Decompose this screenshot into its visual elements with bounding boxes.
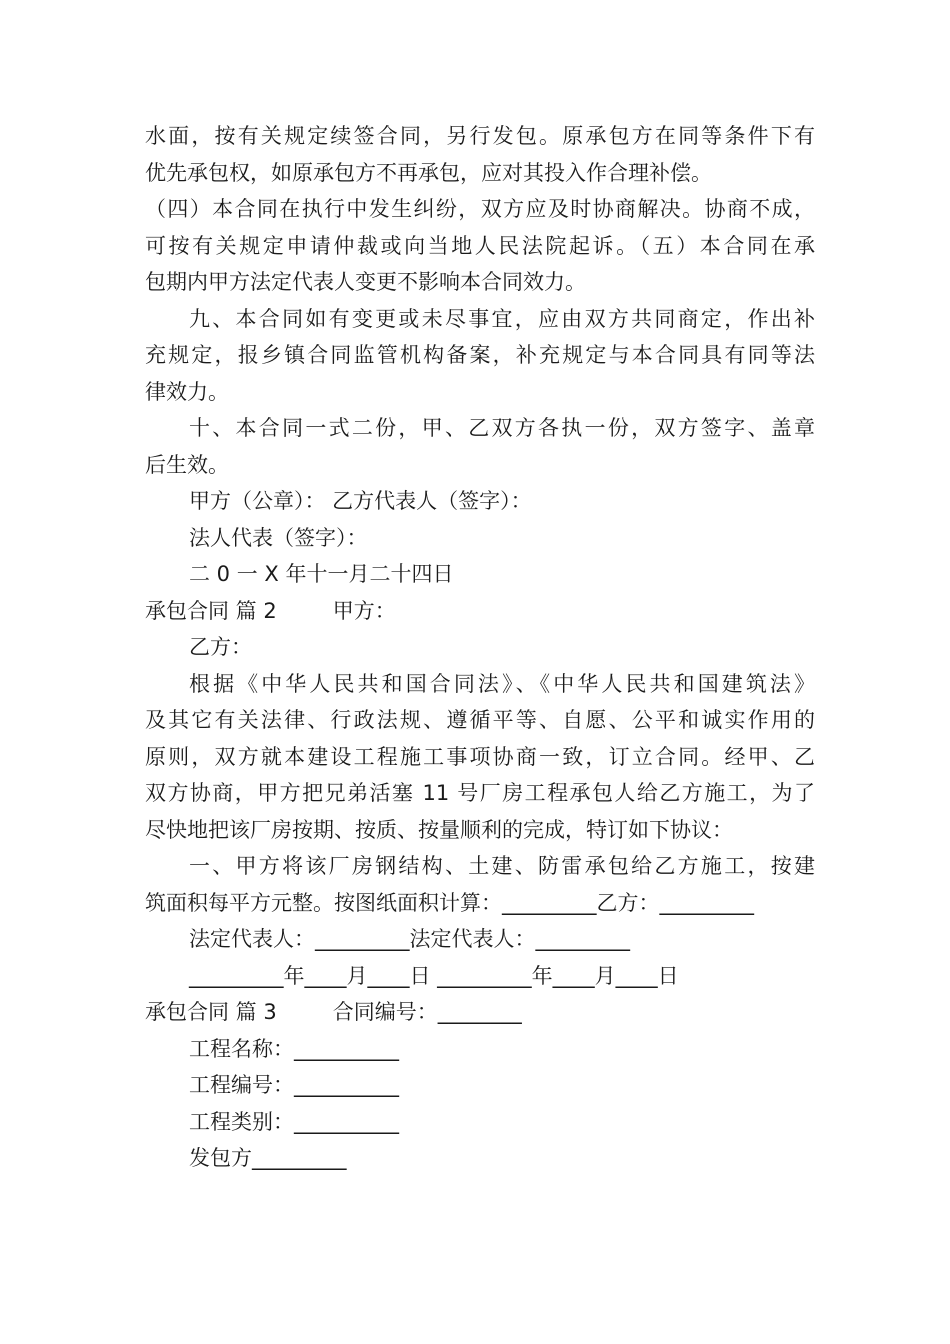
party-a-label: 甲方： xyxy=(332,598,396,623)
text-line: 双方协商，甲方把兄弟活塞 11 号厂房工程承包人给乙方施工，为了 xyxy=(145,781,815,805)
signature-line: 法定代表人：_________法定代表人：_________ xyxy=(189,927,630,951)
project-number-field: 工程编号：__________ xyxy=(189,1073,399,1097)
text-line: 充规定，报乡镇合同监管机构备案，补充规定与本合同具有同等法 xyxy=(145,343,815,367)
document-body xyxy=(145,118,815,1177)
text-line: 法人代表（签字）： xyxy=(189,525,368,550)
text-line: 水面，按有关规定续签合同，另行发包。原承包方在同等条件下有 xyxy=(145,124,815,148)
text-line: 及其它有关法律、行政法规、遵循平等、自愿、公平和诚实作用的 xyxy=(145,708,815,732)
contract-number-field: 合同编号：________ xyxy=(332,1000,522,1024)
text-line: 九、本合同如有变更或未尽事宜，应由双方共同商定，作出补 xyxy=(189,306,815,331)
project-name-field: 工程名称：__________ xyxy=(189,1036,399,1061)
party-b-label: 乙方： xyxy=(189,635,252,659)
text-line: 包期内甲方法定代表人变更不影响本合同效力。 xyxy=(145,270,586,294)
text-line: 一、甲方将该厂房钢结构、土建、防雷承包给乙方施工，按建 xyxy=(189,854,815,878)
section-heading-line xyxy=(145,593,815,630)
section-heading-line xyxy=(145,994,815,1031)
text-line: 筑面积每平方元整。按图纸面积计算：_________乙方：_________ xyxy=(145,890,754,915)
project-type-field: 工程类别：__________ xyxy=(189,1109,399,1134)
section-heading: 承包合同 篇 2 xyxy=(145,598,277,623)
date-line: 二 0 一 X 年十一月二十四日 xyxy=(189,562,454,586)
text-line: （四）本合同在执行中发生纠纷，双方应及时协商解决。协商不成， xyxy=(145,197,815,221)
text-line: 后生效。 xyxy=(145,452,229,477)
text-line: 尽快地把该厂房按期、按质、按量顺利的完成，特订如下协议： xyxy=(145,817,733,842)
text-line: 可按有关规定申请仲裁或向当地人民法院起诉。（五）本合同在承 xyxy=(145,233,815,258)
text-line: 根据《中华人民共和国合同法》、《中华人民共和国建筑法》 xyxy=(189,671,815,696)
text-line: 优先承包权，如原承包方不再承包，应对其投入作合理补偿。 xyxy=(145,160,712,185)
date-blank-line: _________年____月____日 _________年____月____日 xyxy=(189,963,679,988)
text-line: 十、本合同一式二份，甲、乙双方各执一份，双方签字、盖章 xyxy=(189,416,815,440)
text-line: 律效力。 xyxy=(145,379,229,404)
text-line: 原则，双方就本建设工程施工事项协商一致，订立合同。经甲、乙 xyxy=(145,744,815,769)
section-heading: 承包合同 篇 3 xyxy=(145,1000,277,1024)
text-line: 甲方（公章）： 乙方代表人（签字）： xyxy=(189,489,532,513)
employer-field: 发包方_________ xyxy=(189,1146,347,1170)
